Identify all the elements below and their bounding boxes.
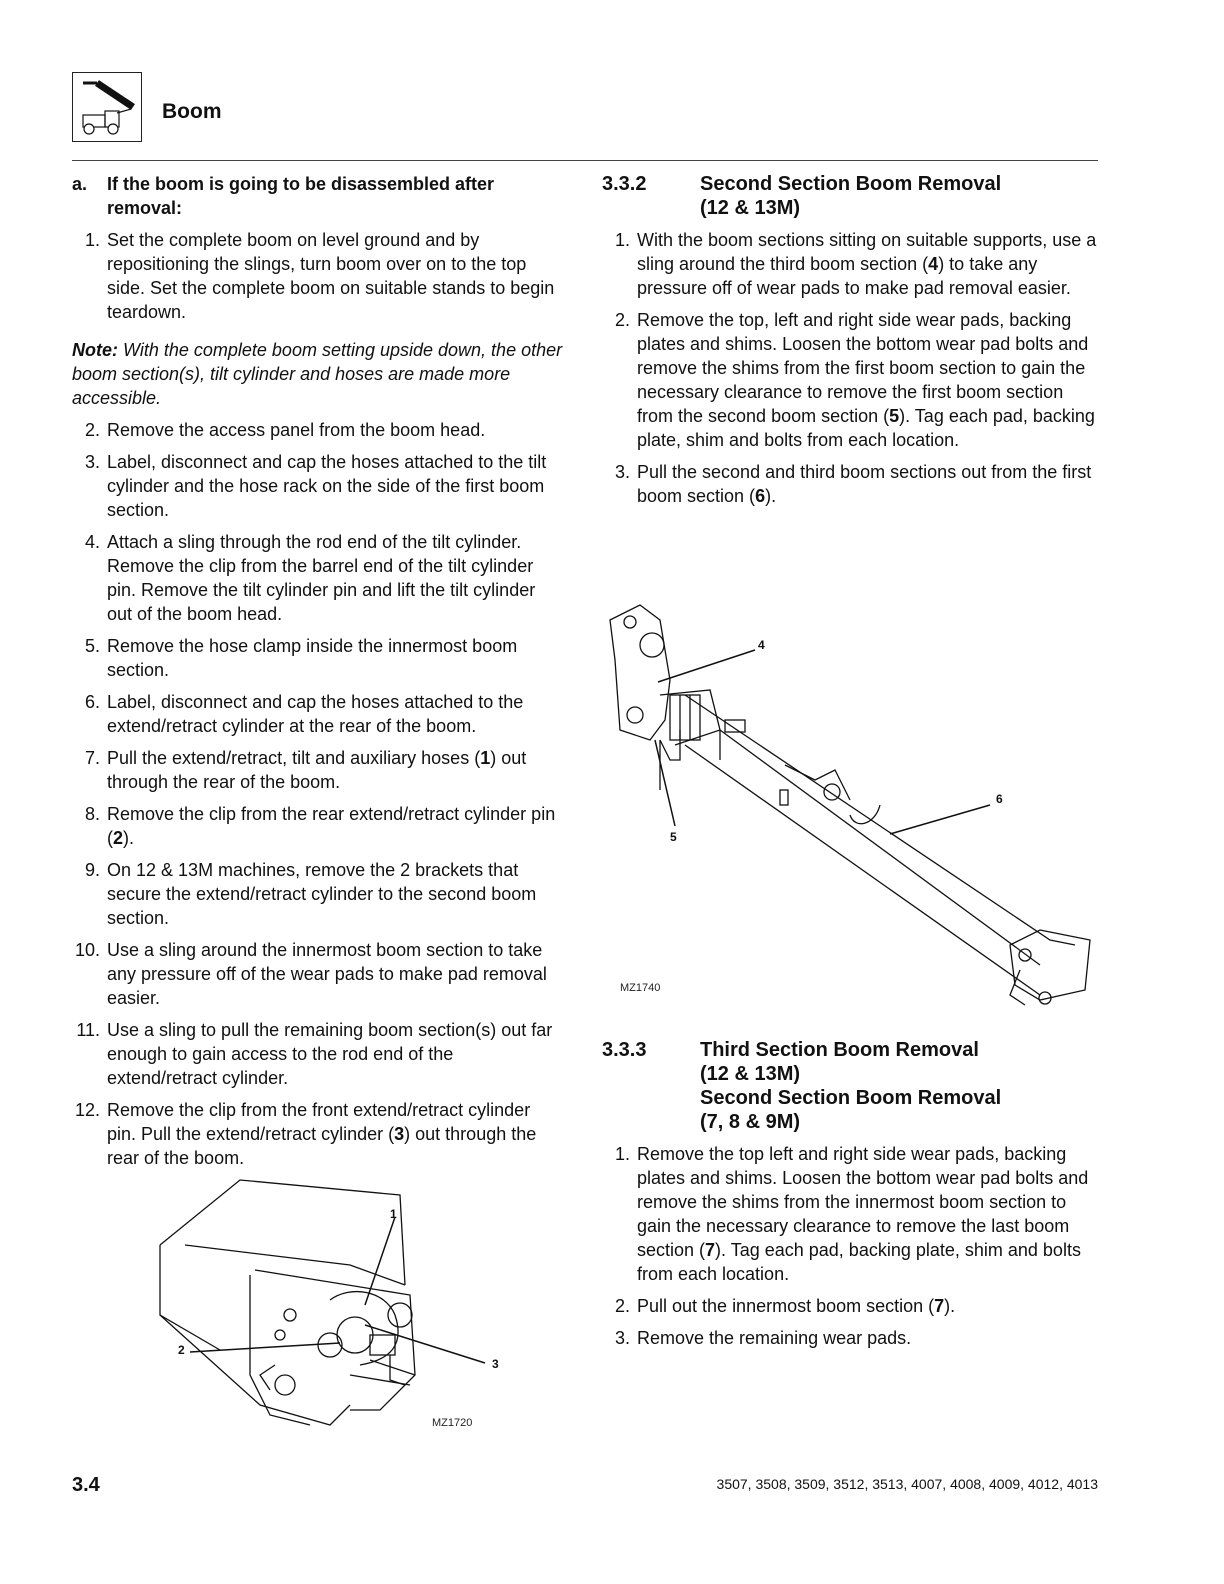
- step-number: 3.: [614, 1328, 630, 1348]
- step-text-post: ).: [765, 486, 777, 506]
- step-number: 7.: [84, 748, 100, 768]
- step-text: Remove the access panel from the boom head.: [107, 420, 486, 440]
- step-number: 12.: [74, 1100, 100, 1120]
- step-number: 9.: [84, 860, 100, 880]
- step-number: 8.: [84, 804, 100, 824]
- callout-ref: 4: [928, 254, 939, 274]
- callout-3: 3: [492, 1357, 499, 1371]
- step-number: 1.: [84, 230, 100, 250]
- step-text: [107, 746, 564, 794]
- section-title-line: (12 & 13M): [700, 1063, 801, 1085]
- section-title-line: (12 & 13M): [700, 197, 801, 219]
- list-item: [602, 1142, 1098, 1286]
- figure-boom-rear: [150, 1175, 510, 1445]
- list-item: [72, 450, 564, 522]
- list-item: [72, 938, 564, 1010]
- list-item: [72, 746, 564, 794]
- list-item: [72, 418, 564, 442]
- list-item: [72, 1098, 564, 1170]
- step-text-post: ).: [123, 828, 135, 848]
- step-text: [107, 802, 564, 850]
- subsection-heading: [72, 172, 564, 220]
- section-333: [602, 1038, 1098, 1350]
- note: [72, 338, 564, 410]
- callout-ref: 7: [705, 1240, 716, 1260]
- model-numbers: 3507, 3508, 3509, 3512, 3513, 4007, 4008, 4009, 4012, 4013: [716, 1476, 1098, 1492]
- sec332-steps: [602, 228, 1098, 508]
- section-number: 3.3.3: [602, 1039, 647, 1061]
- step-text-post: ).: [944, 1296, 956, 1316]
- step-text-post: ) out through the rear of the boom.: [107, 748, 527, 792]
- figure-boom-full: [600, 600, 1100, 1010]
- list-item: [602, 228, 1098, 300]
- step-text-pre: Pull the extend/retract, tilt and auxiliary hoses (: [107, 748, 481, 768]
- callout-4: 4: [758, 638, 765, 652]
- section-title-line: (7, 8 & 9M): [700, 1111, 801, 1133]
- callout-6: 6: [996, 792, 1003, 806]
- left-steps-intro: [72, 228, 564, 324]
- step-number: 2.: [614, 1296, 630, 1316]
- callout-ref: 1: [480, 748, 491, 768]
- sec333-steps: [602, 1142, 1098, 1350]
- step-text-pre: Remove the clip from the rear extend/retract cylinder pin (: [107, 804, 556, 848]
- step-text-post: ) to take any pressure off of wear pads to make pad removal easier.: [637, 254, 1071, 298]
- step-number: 10.: [74, 940, 100, 960]
- step-number: 3.: [614, 462, 630, 482]
- step-text: Remove the hose clamp inside the innermost boom section.: [107, 636, 518, 680]
- boom-machine-icon: [72, 72, 142, 142]
- subsection-letter: a.: [72, 174, 88, 194]
- left-column: [72, 172, 564, 1170]
- step-text: On 12 & 13M machines, remove the 2 brackets that secure the extend/retract cylinder to the second boom section.: [107, 860, 537, 928]
- step-number: 2.: [614, 310, 630, 330]
- step-text-post: ). Tag each pad, backing plate, shim and bolts from each location.: [637, 406, 1095, 450]
- figure-code: MZ1740: [620, 982, 661, 994]
- callout-ref: 6: [755, 486, 766, 506]
- section-number: 3.3.2: [602, 173, 647, 195]
- list-item: [602, 308, 1098, 452]
- callout-5: 5: [670, 830, 677, 844]
- step-text: [637, 460, 1098, 508]
- section-heading-text: [700, 172, 1001, 220]
- list-item: [72, 690, 564, 738]
- section-title-line: Second Section Boom Removal: [700, 173, 1002, 195]
- section-heading-332: [602, 172, 1098, 220]
- step-text: Label, disconnect and cap the hoses attached to the extend/retract cylinder at the rear of the boom.: [107, 692, 524, 736]
- list-item: [72, 1018, 564, 1090]
- step-text: [637, 1294, 1098, 1318]
- section-heading-333: [602, 1038, 1098, 1134]
- step-text: [637, 228, 1098, 300]
- list-item: [72, 858, 564, 930]
- step-text: Set the complete boom on level ground and by repositioning the slings, turn boom over on to the top side. Set the complete boom on suitable stands to begin teardown.: [107, 230, 555, 322]
- step-text: [637, 1142, 1098, 1286]
- step-text-pre: Remove the top left and right side wear pads, backing plates and shims. Loosen the bottom wear pad bolts and remove the shims from the innermost boom section to gain the necessary clearance to remove the last boom section (: [637, 1144, 1089, 1260]
- step-number: 11.: [76, 1020, 100, 1040]
- step-text: Use a sling to pull the remaining boom section(s) out far enough to gain access to the rod end of the extend/retract cylinder.: [107, 1020, 553, 1088]
- boom-full-illustration: [600, 600, 1100, 1010]
- page-number: 3.4: [72, 1474, 100, 1496]
- step-text-pre: Pull the second and third boom sections out from the first boom section (: [637, 462, 1092, 506]
- step-text-pre: Pull out the innermost boom section (: [637, 1296, 935, 1316]
- step-text: Label, disconnect and cap the hoses attached to the tilt cylinder and the hose rack on the side of the first boom section.: [107, 452, 547, 520]
- list-item: [602, 1326, 1098, 1350]
- step-text-post: ) out through the rear of the boom.: [107, 1124, 537, 1168]
- figure-code: MZ1720: [432, 1417, 473, 1429]
- section-heading-text: [700, 1038, 1001, 1134]
- step-number: 4.: [84, 532, 100, 552]
- callout-2: 2: [178, 1343, 185, 1357]
- section-title: Boom: [162, 100, 222, 123]
- list-item: [602, 460, 1098, 508]
- section-title-line: Second Section Boom Removal: [700, 1087, 1002, 1109]
- left-steps: [72, 418, 564, 1170]
- step-text-pre: With the boom sections sitting on suitable supports, use a sling around the third boom section (: [637, 230, 1097, 274]
- list-item: [72, 228, 564, 324]
- step-text: Attach a sling through the rod end of the tilt cylinder. Remove the clip from the barrel end of the tilt cylinder pin. Remove the tilt cylinder pin and lift the tilt cylinder out of the boom head.: [107, 532, 536, 624]
- list-item: [602, 1294, 1098, 1318]
- step-text-pre: Remove the clip from the front extend/retract cylinder pin. Pull the extend/retract cylinder (: [107, 1100, 531, 1144]
- subsection-title: If the boom is going to be disassembled after removal:: [107, 174, 495, 218]
- callout-ref: 7: [934, 1296, 945, 1316]
- list-item: [72, 634, 564, 682]
- step-text-pre: Remove the top, left and right side wear pads, backing plates and shims. Loosen the bottom wear pad bolts and remove the shims from the first boom section to gain the necessary clearance to remove the first boom section from the second boom section (: [637, 310, 1089, 426]
- step-text: Use a sling around the innermost boom section to take any pressure off of the wear pads to make pad removal easier.: [107, 940, 547, 1008]
- boom-rear-illustration: [150, 1175, 510, 1445]
- step-number: 3.: [84, 452, 100, 472]
- step-text-post: ). Tag each pad, backing plate, shim and bolts from each location.: [637, 1240, 1081, 1284]
- section-title-line: Third Section Boom Removal: [700, 1039, 979, 1061]
- callout-ref: 3: [394, 1124, 405, 1144]
- right-column: [602, 172, 1098, 508]
- step-text: Remove the remaining wear pads.: [637, 1328, 912, 1348]
- step-text: [637, 308, 1098, 452]
- step-number: 1.: [614, 230, 630, 250]
- callout-ref: 5: [889, 406, 900, 426]
- step-number: 1.: [614, 1144, 630, 1164]
- callout-1: 1: [390, 1207, 397, 1221]
- step-number: 2.: [84, 420, 100, 440]
- note-label: Note:: [72, 340, 118, 360]
- header-divider: [72, 160, 1098, 161]
- step-number: 6.: [84, 692, 100, 712]
- note-text: With the complete boom setting upside down, the other boom section(s), tilt cylinder and hoses are made more accessible.: [72, 340, 563, 408]
- callout-ref: 2: [113, 828, 124, 848]
- step-text: [107, 1098, 564, 1170]
- list-item: [72, 802, 564, 850]
- step-number: 5.: [84, 636, 100, 656]
- list-item: [72, 530, 564, 626]
